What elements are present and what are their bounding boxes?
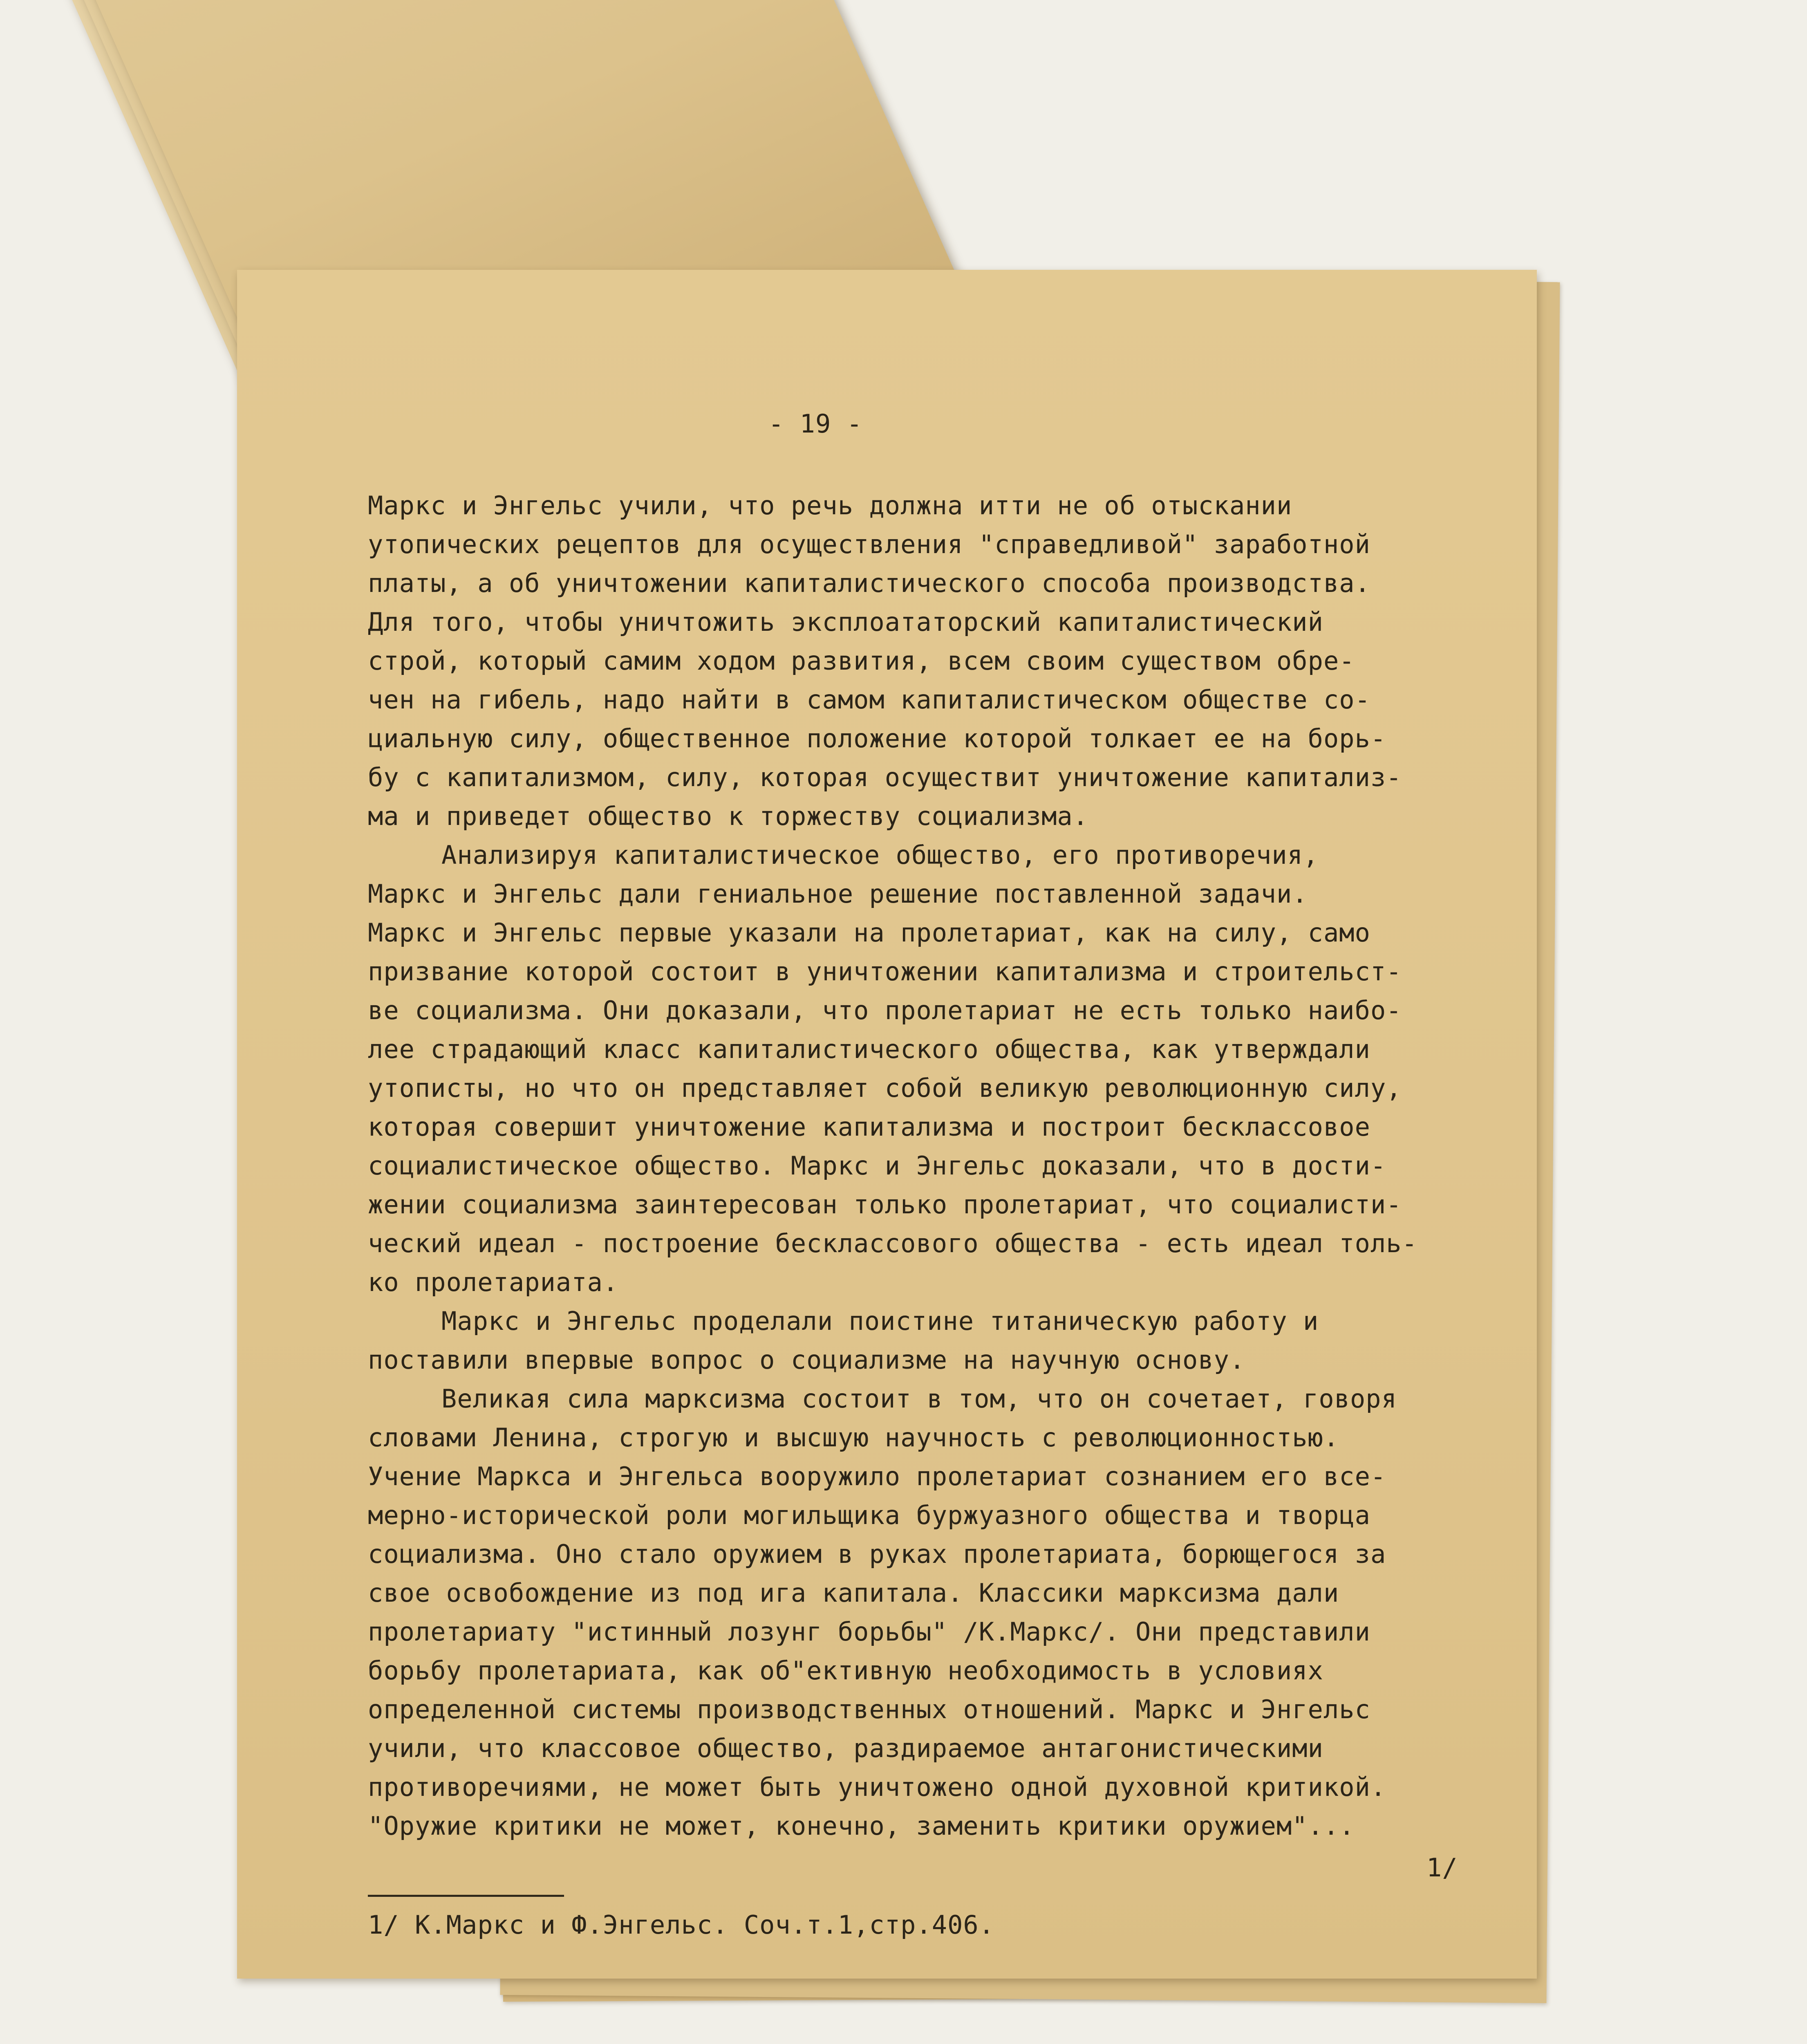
text-line: утопических рецептов для осуществления "справедливой" заработной bbox=[368, 529, 1370, 559]
text-line: платы, а об уничтожении капиталистического способа производства. bbox=[368, 568, 1370, 598]
text-line: пролетариату "истинный лозунг борьбы" /К.Маркс/. Они представили bbox=[368, 1617, 1370, 1647]
text-line: строй, который самим ходом развития, всем своим существом обре- bbox=[368, 646, 1355, 676]
text-line: Маркс и Энгельс проделали поистине титаническую работу и bbox=[441, 1306, 1319, 1336]
footnote-rule bbox=[368, 1895, 564, 1897]
text-line: словами Ленина, строгую и высшую научность с революционностью. bbox=[368, 1423, 1339, 1452]
text-line: которая совершит уничтожение капитализма и построит бесклассовое bbox=[368, 1112, 1370, 1142]
page-number: - 19 - bbox=[768, 409, 862, 439]
text-line: свое освобождение из под ига капитала. Классики марксизма дали bbox=[368, 1578, 1339, 1608]
text-line: ческий идеал - построение бесклассового общества - есть идеал толь- bbox=[368, 1228, 1417, 1258]
text-line: утописты, но что он представляет собой великую революционную силу, bbox=[368, 1073, 1402, 1103]
text-line: мерно-исторической роли могильщика буржуазного общества и творца bbox=[368, 1500, 1370, 1530]
typewritten-page bbox=[237, 270, 1537, 1979]
text-line: призвание которой состоит в уничтожении капитализма и строительст- bbox=[368, 957, 1402, 986]
footnote-marker: 1/ bbox=[1426, 1853, 1458, 1883]
text-line: борьбу пролетариата, как об"ективную необходимость в условиях bbox=[368, 1656, 1323, 1685]
text-line: ве социализма. Они доказали, что пролетариат не есть только наибо- bbox=[368, 995, 1402, 1025]
text-line: циальную силу, общественное положение которой толкает ее на борь- bbox=[368, 724, 1386, 753]
typed-text-block bbox=[237, 270, 1537, 1979]
text-line: противоречиями, не может быть уничтожено одной духовной критикой. bbox=[368, 1772, 1386, 1802]
text-line: жении социализма заинтересован только пролетариат, что социалисти- bbox=[368, 1190, 1402, 1219]
text-line: лее страдающий класс капиталистического общества, как утверждали bbox=[368, 1034, 1370, 1064]
text-line: социалистическое общество. Маркс и Энгельс доказали, что в дости- bbox=[368, 1151, 1386, 1181]
text-line: поставили впервые вопрос о социализме на научную основу. bbox=[368, 1345, 1245, 1375]
text-line: Анализируя капиталистическое общество, его противоречия, bbox=[441, 840, 1319, 870]
text-line: социализма. Оно стало оружием в руках пролетариата, борющегося за bbox=[368, 1539, 1386, 1569]
text-line: "Оружие критики не может, конечно, заменить критики оружием"... bbox=[368, 1811, 1355, 1841]
text-line: ма и приведет общество к торжеству социализма. bbox=[368, 801, 1089, 831]
text-line: Маркс и Энгельс первые указали на пролетариат, как на силу, само bbox=[368, 918, 1370, 948]
footnote: 1/ К.Маркс и Ф.Энгельс. Соч.т.1,стр.406. bbox=[368, 1910, 995, 1940]
text-line: учили, что классовое общество, раздираемое антагонистическими bbox=[368, 1733, 1323, 1763]
text-line: Великая сила марксизма состоит в том, что он сочетает, говоря bbox=[441, 1384, 1397, 1414]
text-line: Для того, чтобы уничтожить эксплоататорский капиталистический bbox=[368, 607, 1323, 637]
text-line: бу с капитализмом, силу, которая осуществит уничтожение капитализ- bbox=[368, 762, 1402, 792]
text-line: чен на гибель, надо найти в самом капиталистическом обществе со- bbox=[368, 685, 1370, 715]
text-line: Учение Маркса и Энгельса вооружило пролетариат сознанием его все- bbox=[368, 1461, 1386, 1491]
text-line: Маркс и Энгельс учили, что речь должна итти не об отыскании bbox=[368, 491, 1292, 520]
text-line: ко пролетариата. bbox=[368, 1267, 619, 1297]
text-line: Маркс и Энгельс дали гениальное решение поставленной задачи. bbox=[368, 879, 1308, 909]
text-line: определенной системы производственных отношений. Маркс и Энгельс bbox=[368, 1694, 1370, 1724]
